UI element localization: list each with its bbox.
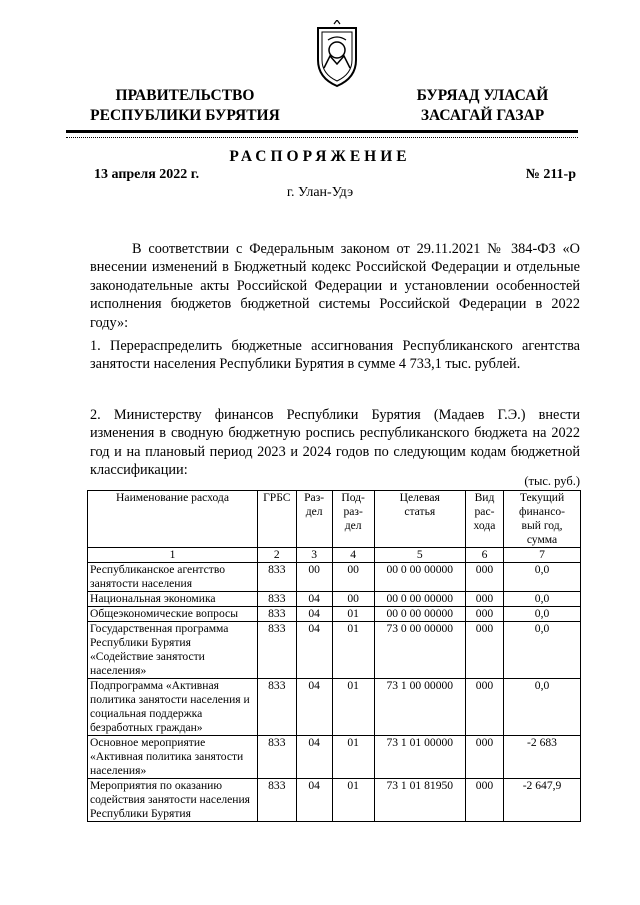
cell-razdel: 04: [296, 622, 332, 679]
cell-name: Основное мероприятие «Активная политика занятости населения»: [88, 736, 258, 779]
cell-razdel: 04: [296, 736, 332, 779]
cell-name: Республиканское агентство занятости населения: [88, 563, 258, 592]
cell-target: 00 0 00 00000: [374, 607, 465, 622]
budget-table: [87, 490, 581, 822]
cell-razdel: 04: [296, 607, 332, 622]
table-row: [88, 779, 581, 822]
header-left-line1: ПРАВИТЕЛЬСТВО: [115, 87, 255, 104]
cell-name: Государственная программа Республики Бурятия «Содействие занятости населения»: [88, 622, 258, 679]
colnum-3: 3: [296, 548, 332, 563]
colnum-2: 2: [258, 548, 297, 563]
colnum-7: 7: [504, 548, 581, 563]
cell-sum: 0,0: [504, 563, 581, 592]
cell-vid: 000: [465, 622, 503, 679]
cell-sum: -2 683: [504, 736, 581, 779]
th-vid: Вид рас- хода: [465, 491, 503, 548]
coat-of-arms-icon: [310, 20, 364, 90]
cell-name: Подпрограмма «Активная политика занятости населения и социальная поддержка безработных граждан»: [88, 679, 258, 736]
cell-grbs: 833: [258, 679, 297, 736]
paragraph-item-2: 2. Министерству финансов Республики Бурятия (Мадаев Г.Э.) внести изменения в сводную бюджетную роспись республиканского бюджета на 2022 год и на плановый период 2023 и 2024 годов по следующим кодам бюджетной классификации:: [90, 407, 580, 479]
cell-target: 73 0 00 00000: [374, 622, 465, 679]
cell-sum: -2 647,9: [504, 779, 581, 822]
table-header-row: [88, 491, 581, 548]
cell-podrazdel: 01: [332, 736, 374, 779]
cell-target: 73 1 01 00000: [374, 736, 465, 779]
cell-sum: 0,0: [504, 607, 581, 622]
paragraph-preamble: В соответствии с Федеральным законом от 29.11.2021 № 384-ФЗ «О внесении изменений в Бюджетный кодекс Российской Федерации и отдельные законодательные акты Российской Федерации и установлении особенностей исполнения бюджетов бюджетной системы Российской Федерации в 2022 году»:: [90, 241, 580, 331]
header-left-line2: РЕСПУБЛИКИ БУРЯТИЯ: [90, 107, 280, 124]
cell-podrazdel: 01: [332, 679, 374, 736]
table-row: [88, 736, 581, 779]
document-date: 13 апреля 2022 г.: [94, 167, 200, 182]
table-colnum-row: [88, 548, 581, 563]
cell-podrazdel: 01: [332, 607, 374, 622]
cell-vid: 000: [465, 736, 503, 779]
cell-target: 73 1 01 81950: [374, 779, 465, 822]
document-title: РАСПОРЯЖЕНИЕ: [229, 148, 411, 165]
cell-name: Общеэкономические вопросы: [88, 607, 258, 622]
th-razdel: Раз- дел: [296, 491, 332, 548]
cell-vid: 000: [465, 679, 503, 736]
cell-grbs: 833: [258, 563, 297, 592]
th-podrazdel: Под- раз- дел: [332, 491, 374, 548]
table-row: [88, 592, 581, 607]
document-number: № 211-р: [525, 167, 576, 182]
cell-grbs: 833: [258, 607, 297, 622]
cell-sum: 0,0: [504, 622, 581, 679]
th-name: Наименование расхода: [88, 491, 258, 548]
header-dotted-rule: [66, 137, 578, 138]
cell-grbs: 833: [258, 622, 297, 679]
cell-razdel: 04: [296, 679, 332, 736]
cell-razdel: 00: [296, 563, 332, 592]
cell-vid: 000: [465, 592, 503, 607]
cell-grbs: 833: [258, 592, 297, 607]
table-row: [88, 607, 581, 622]
th-target: Целевая статья: [374, 491, 465, 548]
paragraph-item-1: 1. Перераспределить бюджетные ассигнования Республиканского агентства занятости населения Республики Бурятия в сумме 4 733,1 тыс. рублей.: [90, 338, 580, 373]
cell-vid: 000: [465, 563, 503, 592]
colnum-5: 5: [374, 548, 465, 563]
document-city: г. Улан-Удэ: [286, 185, 354, 200]
table-row: [88, 622, 581, 679]
th-sum: Текущий финансо- вый год, сумма: [504, 491, 581, 548]
header-right: [400, 86, 565, 126]
unit-label: (тыс. руб.): [524, 474, 580, 488]
cell-sum: 0,0: [504, 679, 581, 736]
cell-podrazdel: 01: [332, 779, 374, 822]
cell-target: 00 0 00 00000: [374, 563, 465, 592]
cell-vid: 000: [465, 607, 503, 622]
cell-podrazdel: 01: [332, 622, 374, 679]
header-thick-rule: [66, 130, 578, 133]
colnum-1: 1: [88, 548, 258, 563]
th-grbs: ГРБС: [258, 491, 297, 548]
table-row: [88, 563, 581, 592]
cell-grbs: 833: [258, 779, 297, 822]
colnum-4: 4: [332, 548, 374, 563]
cell-razdel: 04: [296, 592, 332, 607]
cell-name: Национальная экономика: [88, 592, 258, 607]
header-right-line1: БУРЯАД УЛАСАЙ: [416, 87, 549, 104]
cell-name: Мероприятия по оказанию содействия занятости населения Республики Бурятия: [88, 779, 258, 822]
cell-target: 00 0 00 00000: [374, 592, 465, 607]
cell-podrazdel: 00: [332, 563, 374, 592]
cell-podrazdel: 00: [332, 592, 374, 607]
cell-target: 73 1 00 00000: [374, 679, 465, 736]
header-left: [80, 86, 290, 126]
cell-vid: 000: [465, 779, 503, 822]
cell-sum: 0,0: [504, 592, 581, 607]
header-right-line2: ЗАСАГАЙ ГАЗАР: [420, 107, 545, 124]
colnum-6: 6: [465, 548, 503, 563]
cell-grbs: 833: [258, 736, 297, 779]
cell-razdel: 04: [296, 779, 332, 822]
table-row: [88, 679, 581, 736]
